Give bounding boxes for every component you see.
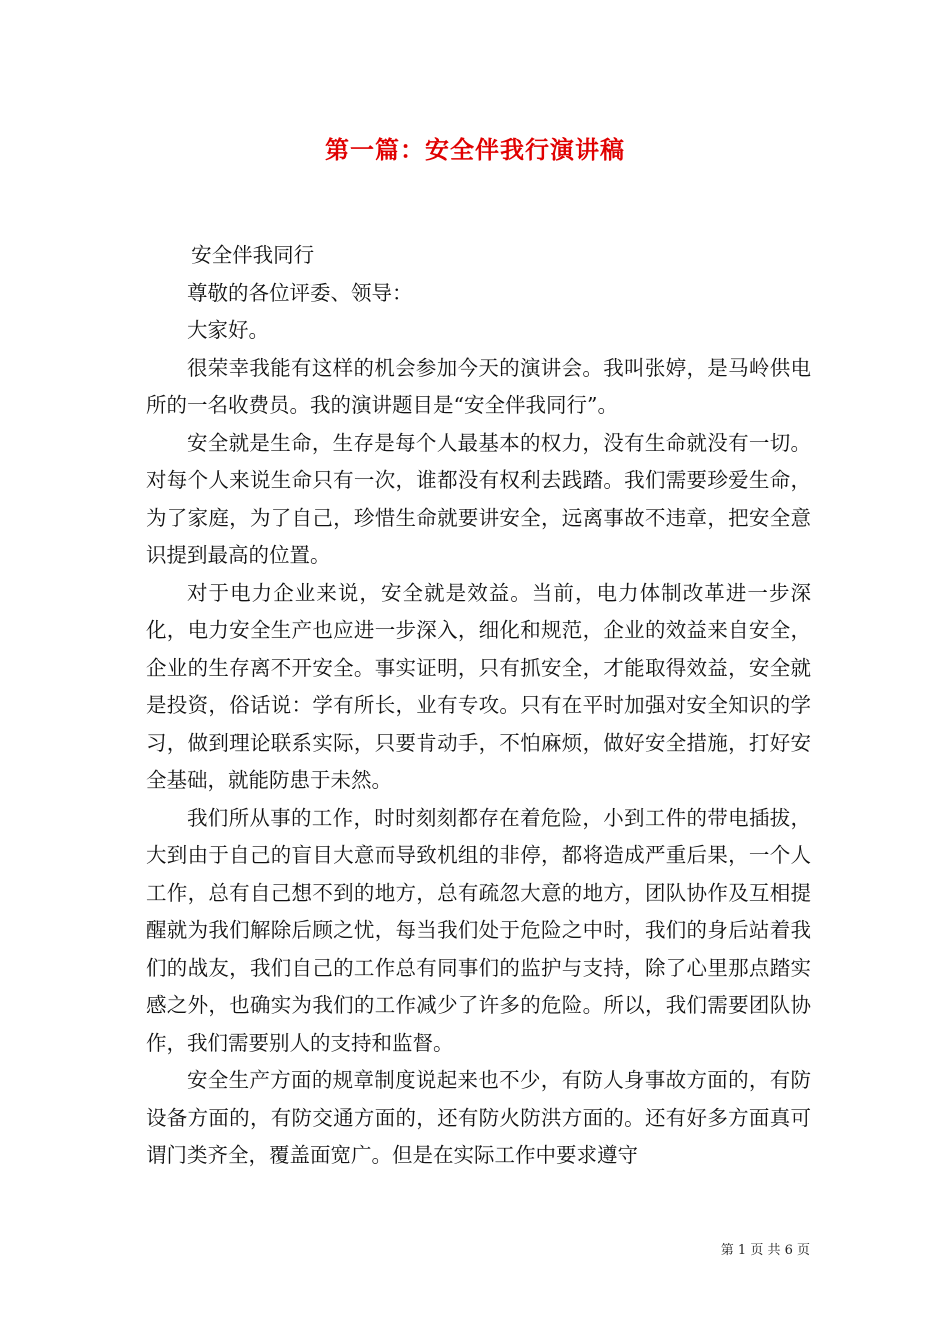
paragraph-introduction: 很荣幸我能有这样的机会参加今天的演讲会。我叫张婷，是马岭供电所的一名收费员。我的演讲题目是“安全伴我同行”。 [146, 355, 811, 417]
document-body [146, 237, 811, 1175]
paragraph-salutation: 尊敬的各位评委、领导： [187, 280, 413, 305]
page-number-footer: 第 1 页 共 6 页 [720, 1243, 810, 1258]
paragraph-safety-is-benefit: 对于电力企业来说，安全就是效益。当前，电力体制改革进一步深化，电力安全生产也应进一步深入，细化和规范，企业的效益来自安全，企业的生存离不开安全。事实证明，只有抓安全，才能取得效益，安全就是投资，俗话说：学有所长，业有专攻。只有在平时加强对安全知识的学习，做到理论联系实际，只要肯动手，不怕麻烦，做好安全措施，打好安全基础，就能防患于未然。 [146, 580, 811, 792]
paragraph-regulations: 安全生产方面的规章制度说起来也不少，有防人身事故方面的，有防设备方面的，有防交通方面的，还有防火防洪方面的。还有好多方面真可谓门类齐全，覆盖面宽广。但是在实际工作中要求遵守 [146, 1068, 811, 1167]
paragraph-safety-is-life: 安全就是生命，生存是每个人最基本的权力，没有生命就没有一切。对每个人来说生命只有一次，谁都没有权利去践踏。我们需要珍爱生命，为了家庭，为了自己，珍惜生命就要讲安全，远离事故不违章，把安全意识提到最高的位置。 [146, 430, 811, 567]
document-title: 第一篇：安全伴我行演讲稿 [325, 135, 625, 164]
paragraph-teamwork: 我们所从事的工作，时时刻刻都存在着危险，小到工件的带电插拔，大到由于自己的盲目大意而导致机组的非停，都将造成严重后果，一个人工作，总有自己想不到的地方，总有疏忽大意的地方，团队协作及互相提醒就为我们解除后顾之忧，每当我们处于危险之中时，我们的身后站着我们的战友，我们自己的工作总有同事们的监护与支持，除了心里那点踏实感之外，也确实为我们的工作减少了许多的危险。所以，我们需要团队协作，我们需要别人的支持和监督。 [146, 805, 811, 1055]
paragraph-greeting: 大家好。 [187, 318, 269, 342]
speech-subtitle: 安全伴我同行 [191, 243, 315, 267]
